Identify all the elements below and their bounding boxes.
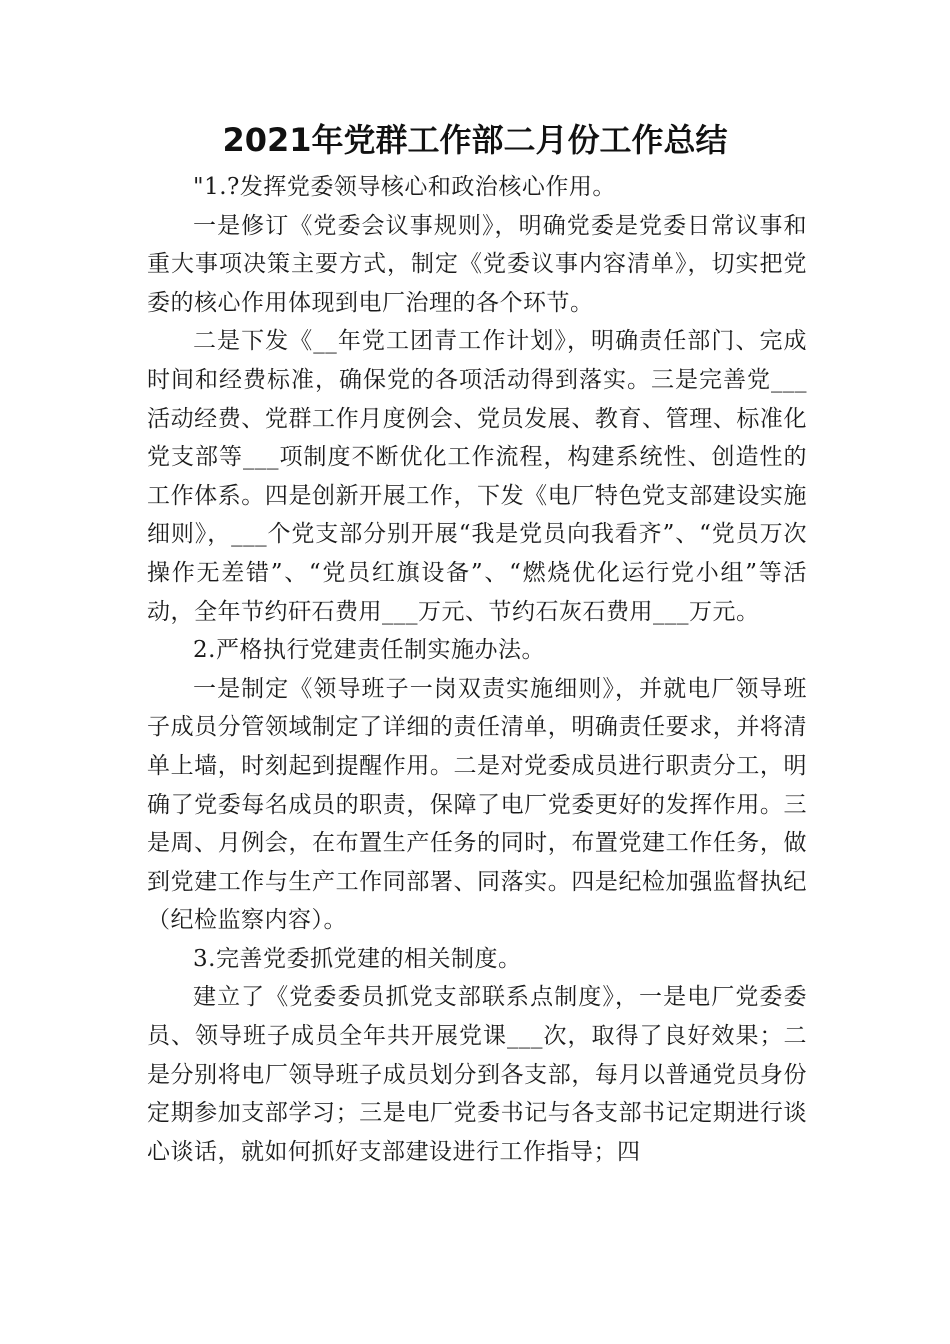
paragraph-3: 二是下发《__年党工团青工作计划》，明确责任部门、完成时间和经费标准，确保党的各项活动得到落实。三是完善党___活动经费、党群工作月度例会、党员发展、教育、管理、标准化党支部等___项制度不断优化工作流程，构建系统性、创造性的工作体系。四是创新开展工作，下发《电厂特色党支部建设实施细则》，___个党支部分别开展“我是党员向我看齐”、“党员万次操作无差错”、“党员红旗设备”、“燃烧优化运行党小组”等活动，全年节约矸石费用___万元、节约石灰石费用___万元。	[147, 328, 807, 625]
document-title: 2021年党群工作部二月份工作总结	[222, 121, 728, 159]
paragraph-4: 2.严格执行党建责任制实施办法。	[193, 637, 545, 664]
paragraph-1: "1.?发挥党委领导核心和政治核心作用。	[193, 174, 616, 200]
paragraph-5: 一是制定《领导班子一岗双责实施细则》，并就电厂领导班子成员分管领域制定了详细的责任清单，明确责任要求，并将清单上墙，时刻起到提醒作用。二是对党委成员进行职责分工，明确了党委每名成员的职责，保障了电厂党委更好的发挥作用。三是周、月例会，在布置生产任务的同时，布置党建工作任务，做到党建工作与生产工作同部署、同落实。四是纪检加强监督执纪（纪检监察内容）。	[147, 675, 807, 934]
paragraph-2: 一是修订《党委会议事规则》，明确党委是党委日常议事和重大事项决策主要方式，制定《党委议事内容清单》，切实把党委的核心作用体现到电厂治理的各个环节。	[147, 212, 807, 316]
paragraph-6: 3.完善党委抓党建的相关制度。	[193, 945, 522, 972]
document-body	[147, 168, 807, 1171]
paragraph-7: 建立了《党委委员抓党支部联系点制度》，一是电厂党委委员、领导班子成员全年共开展党课___次，取得了良好效果；二是分别将电厂领导班子成员划分到各支部，每月以普通党员身份定期参加支部学习；三是电厂党委书记与各支部书记定期进行谈心谈话，就如何抓好支部建设进行工作指导；四	[147, 984, 807, 1165]
